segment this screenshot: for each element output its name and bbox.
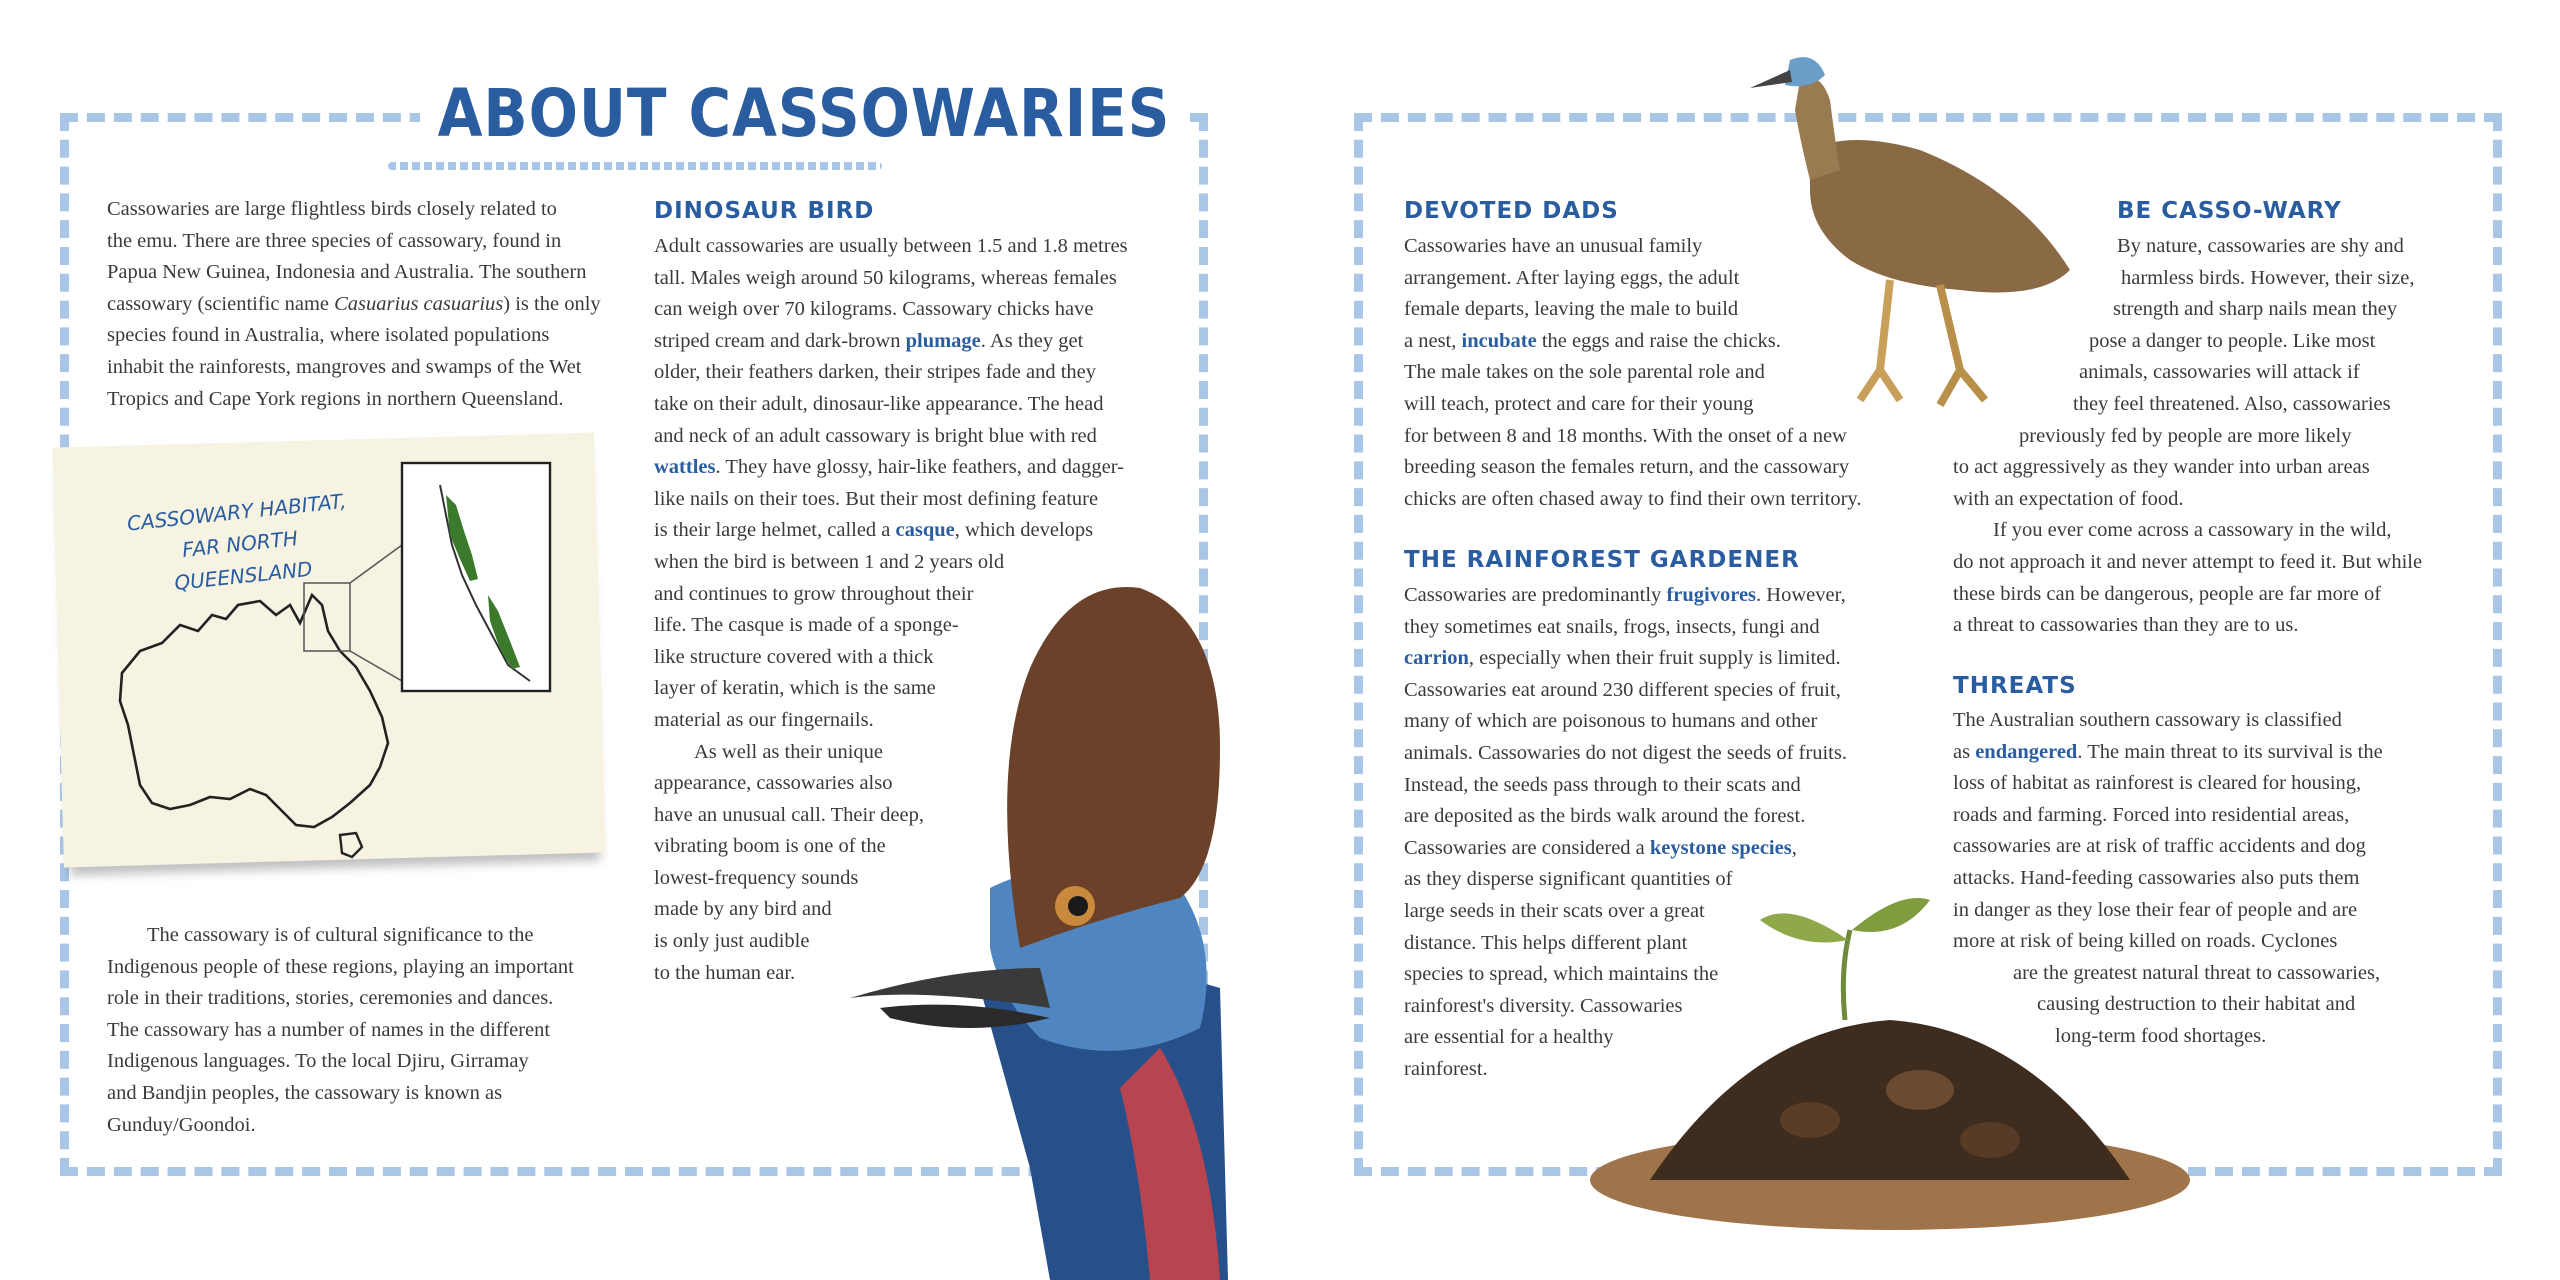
title-underline	[388, 162, 882, 170]
text-line: The Australian southern cassowary is classified	[1953, 709, 2342, 731]
text-line: Indigenous people of these regions, playing an important	[107, 955, 574, 978]
cassowary-head-illustration	[820, 568, 1240, 1280]
text-line: lowest-frequency sounds	[654, 866, 859, 889]
text-line: and Bandjin peoples, the cassowary is known as	[107, 1081, 503, 1104]
text-line: The male takes on the sole parental role and	[1404, 361, 1765, 384]
intro-paragraph	[107, 194, 627, 415]
text-line: the emu. There are three species of cassowary, found in	[107, 229, 562, 252]
text-line: to the human ear.	[654, 961, 796, 984]
glossary-term: frugivores	[1666, 584, 1757, 606]
text-line: is only just audible	[654, 930, 810, 953]
text-line: material as our fingernails.	[654, 708, 874, 731]
text-line: when the bird is between 1 and 2 years old	[654, 550, 1005, 573]
culture-paragraph	[107, 920, 647, 1141]
text-line: pose a danger to people. Like most	[2089, 329, 2376, 352]
text-line: rainforest's diversity. Cassowaries	[1404, 994, 1683, 1017]
glossary-term: casque	[895, 519, 955, 542]
text-line: they sometimes eat snails, frogs, insects, fungi and	[1404, 615, 1820, 638]
threats-heading: THREATS	[1953, 673, 2077, 699]
glossary-term: carrion	[1404, 647, 1469, 670]
text-line: Tropics and Cape York regions in northern Queensland.	[107, 387, 564, 410]
text-line: with an expectation of food.	[1953, 487, 2184, 510]
text-line: Adult cassowaries are usually between 1.5 and 1.8 metres	[654, 235, 1128, 257]
text-line: Cassowaries are large flightless birds closely related to	[107, 198, 557, 220]
leg-left	[1860, 280, 1900, 400]
text-line: appearance, cassowaries also	[654, 772, 893, 795]
text-line: can weigh over 70 kilograms. Cassowary chicks have	[654, 298, 1094, 321]
map-label-line1: CASSOWARY HABITAT,	[125, 488, 348, 536]
text-line: these birds can be dangerous, people are far more of	[1953, 582, 2382, 605]
text-line: for between 8 and 18 months. With the onset of a new	[1404, 424, 1847, 447]
text-line: species to spread, which maintains the	[1404, 963, 1719, 986]
text-line: arrangement. After laying eggs, the adult	[1404, 266, 1740, 289]
text-line: to act aggressively as they wander into urban areas	[1953, 456, 2370, 479]
text-line: breeding season the females return, and the cassowary	[1404, 456, 1850, 479]
text-line: By nature, cassowaries are shy and	[2117, 235, 2404, 257]
text-line: in danger as they lose their fear of people and are	[1953, 898, 2358, 921]
seedling-leaf-left	[1760, 913, 1848, 942]
devoted-dads-heading: DEVOTED DADS	[1404, 198, 1619, 224]
text-line: rainforest.	[1404, 1057, 1488, 1080]
text-line: causing destruction to their habitat and	[2037, 993, 2356, 1016]
map-label-line2: FAR NORTH QUEENSLAND	[173, 525, 314, 595]
text-line: cassowaries are at risk of traffic accidents and dog	[1953, 835, 2366, 858]
text-line: more at risk of being killed on roads. Cyclones	[1953, 930, 2338, 953]
text-line: and neck of an adult cassowary is bright blue with red	[654, 424, 1097, 447]
text-line: cassowary (scientific name Casuarius casuarius) is the only	[107, 292, 601, 315]
australia-outline	[120, 595, 388, 827]
text-line: striped cream and dark-brown plumage. As they get	[654, 329, 1084, 352]
text-line: Indigenous languages. To the local Djiru, Girramay	[107, 1050, 529, 1073]
page-title: ABOUT CASSOWARIES	[420, 74, 1188, 154]
text-line: life. The casque is made of a sponge-	[654, 614, 959, 637]
text-line: as they disperse significant quantities of	[1404, 868, 1733, 891]
text-line: have an unusual call. Their deep,	[654, 803, 925, 826]
text-line: female departs, leaving the male to build	[1404, 298, 1739, 321]
text-line: The cassowary is of cultural significance to the	[147, 924, 534, 946]
text-line: as endangered. The main threat to its survival is the	[1953, 740, 2383, 763]
text-line: role in their traditions, stories, ceremonies and dances.	[107, 987, 554, 1010]
beak	[1750, 70, 1792, 88]
tasmania-outline	[340, 833, 362, 857]
text-line: animals. Cassowaries do not digest the seeds of fruits.	[1404, 741, 1847, 764]
text-line: do not approach it and never attempt to feed it. But while	[1953, 550, 2423, 573]
text-line: Cassowaries are considered a keystone species,	[1404, 836, 1797, 859]
text-line: Cassowaries have an unusual family	[1404, 235, 1703, 257]
casque	[1007, 587, 1220, 948]
text-line: many of which are poisonous to humans and other	[1404, 710, 1818, 733]
text-line: Papua New Guinea, Indonesia and Australia. The southern	[107, 261, 587, 284]
text-line: chicks are often chased away to find their own territory.	[1404, 487, 1862, 510]
glossary-term: incubate	[1461, 329, 1537, 352]
text-line: are the greatest natural threat to cassowaries,	[2013, 961, 2381, 984]
text-line: animals, cassowaries will attack if	[2079, 361, 2360, 384]
text-line: previously fed by people are more likely	[2019, 424, 2352, 447]
text-line: they feel threatened. Also, cassowaries	[2073, 392, 2391, 415]
text-line: vibrating boom is one of the	[654, 835, 886, 858]
seedling-stem	[1843, 930, 1850, 1020]
text-line: long-term food shortages.	[2055, 1024, 2267, 1047]
text-line: and continues to grow throughout their	[654, 582, 974, 605]
text-line: a threat to cassowaries than they are to us.	[1953, 614, 2299, 637]
text-line: inhabit the rainforests, mangroves and swamps of the Wet	[107, 355, 582, 378]
text-line: Gunduy/Goondoi.	[107, 1113, 256, 1136]
text-line: harmless birds. However, their size,	[2121, 266, 2415, 289]
text-line: are deposited as the birds walk around the forest.	[1404, 805, 1806, 828]
scientific-name: Casuarius casuarius	[334, 292, 504, 315]
dinosaur-bird-heading: DINOSAUR BIRD	[654, 198, 875, 224]
text-line: older, their feathers darken, their stripes fade and they	[654, 361, 1097, 384]
text-line: loss of habitat as rainforest is cleared for housing,	[1953, 772, 2362, 795]
text-line: species found in Australia, where isolated populations	[107, 324, 550, 347]
text-line: carrion, especially when their fruit supply is limited.	[1404, 647, 1841, 670]
zoom-box	[304, 583, 350, 651]
text-line: a nest, incubate the eggs and raise the chicks.	[1404, 329, 1781, 352]
text-line: take on their adult, dinosaur-like appearance. The head	[654, 392, 1104, 415]
be-casso-wary-paragraph	[1953, 231, 2473, 642]
text-line: roads and farming. Forced into residential areas,	[1953, 803, 2350, 826]
text-line: layer of keratin, which is the same	[654, 677, 936, 700]
seedling-compost-illustration	[1570, 890, 2210, 1250]
beak-upper	[850, 968, 1050, 1008]
text-line: is their large helmet, called a casque, which develops	[654, 519, 1094, 542]
text-line: like nails on their toes. But their most defining feature	[654, 487, 1099, 510]
glossary-term: keystone species	[1649, 836, 1792, 859]
neck	[1795, 78, 1840, 181]
text-line: large seeds in their scats over a great	[1404, 899, 1705, 922]
text-line: tall. Males weigh around 50 kilograms, whereas females	[654, 266, 1117, 289]
text-line: wattles. They have glossy, hair-like feathers, and dagger-	[654, 456, 1124, 479]
seedling-leaf-right	[1852, 898, 1930, 932]
text-line: As well as their unique	[694, 740, 884, 763]
australia-map-illustration	[100, 455, 590, 875]
text-line: Instead, the seeds pass through to their scats and	[1404, 773, 1801, 796]
text-line: made by any bird and	[654, 898, 832, 921]
rainforest-gardener-heading: THE RAINFOREST GARDENER	[1404, 547, 1800, 573]
compost-mound	[1650, 1020, 2130, 1180]
glossary-term: endangered	[1975, 740, 2078, 763]
text-line: will teach, protect and care for their young	[1404, 392, 1754, 415]
be-casso-wary-heading: BE CASSO-WARY	[2117, 198, 2342, 224]
text-line: The cassowary has a number of names in the different	[107, 1018, 551, 1041]
text-line: like structure covered with a thick	[654, 645, 934, 668]
glossary-term: plumage	[905, 329, 981, 352]
glossary-term: wattles	[654, 456, 716, 479]
text-line: distance. This helps different plant	[1404, 931, 1688, 954]
text-line: If you ever come across a cassowary in the wild,	[1993, 519, 2392, 542]
text-line: are essential for a healthy	[1404, 1026, 1614, 1049]
text-line: strength and sharp nails mean they	[2113, 298, 2398, 321]
text-line: Cassowaries are predominantly frugivores. However,	[1404, 584, 1846, 606]
text-line: Cassowaries eat around 230 different species of fruit,	[1404, 678, 1841, 701]
text-line: attacks. Hand-feeding cassowaries also puts them	[1953, 866, 2360, 889]
